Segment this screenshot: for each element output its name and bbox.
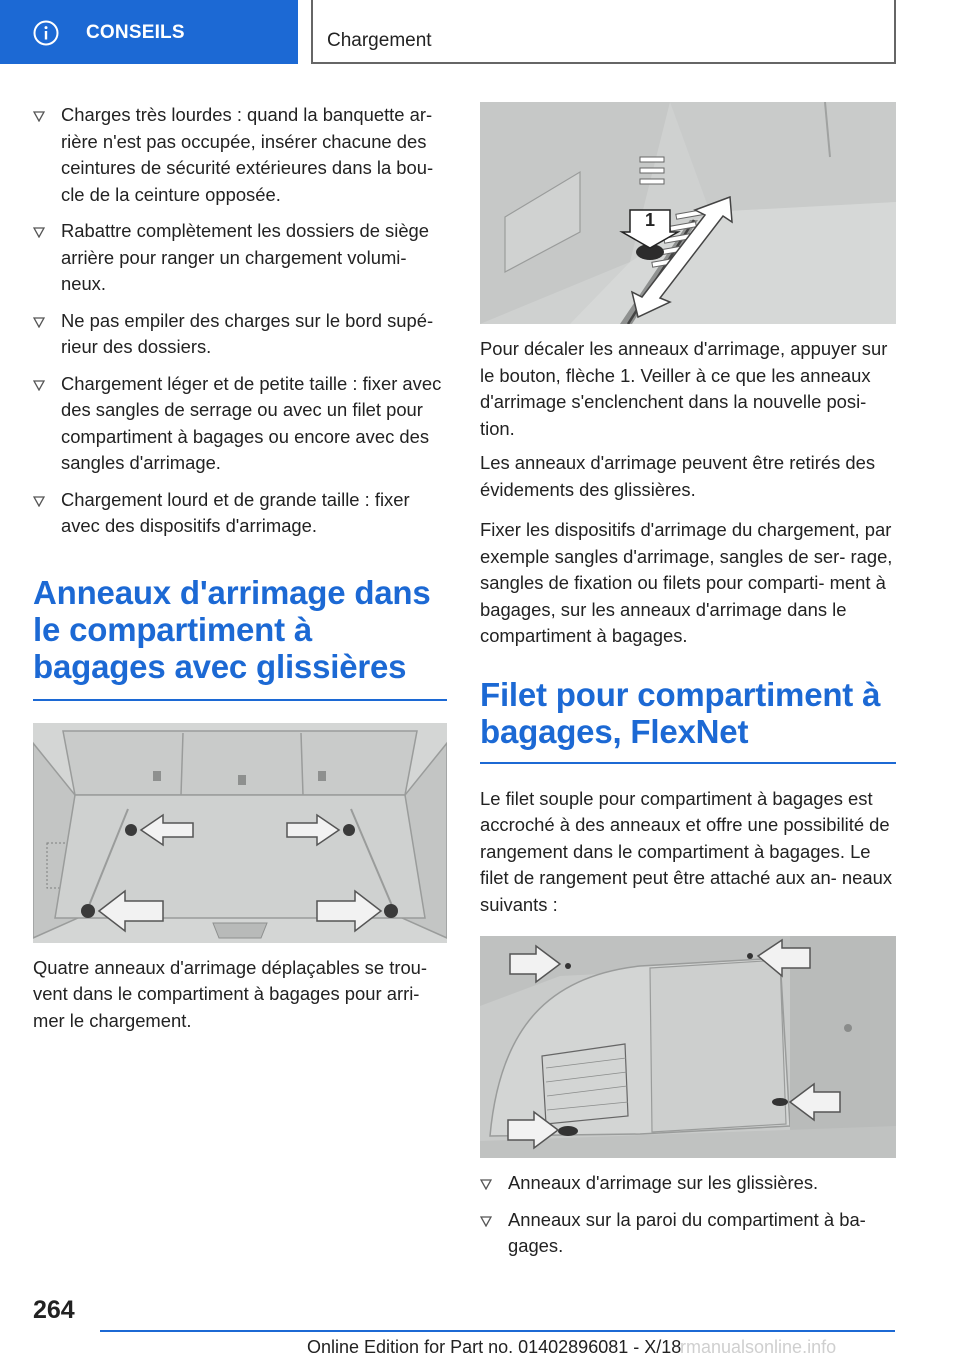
triangle-bullet-icon bbox=[480, 1216, 492, 1227]
flexnet-illustration bbox=[480, 936, 896, 1158]
paragraph-move-rings: Pour décaler les anneaux d'arrimage, appuyer sur le bouton, flèche 1. Veiller à ce que les anneaux d'arrimage s'enclenchent dans la nouvelle posi- tion. bbox=[480, 338, 888, 439]
list-item: Chargement léger et de petite taille : fixer avec des sangles de serrage ou avec un filet pour compartiment à bagages ou encore avec des sangles d'arrimage. bbox=[33, 371, 447, 477]
list-item: Ne pas empiler des charges sur le bord supé- rieur des dossiers. bbox=[33, 308, 447, 361]
list-item: Charges très lourdes : quand la banquette ar- rière n'est pas occupée, insérer chacune des ceintures de sécurité extérieures dans la bou- cle de la ceinture opposée. bbox=[33, 102, 447, 208]
section-title-tie-down: Anneaux d'arrimage dans le compartiment à bagages avec glissières bbox=[33, 573, 431, 685]
list-item: Rabattre complètement les dossiers de siège arrière pour ranger un chargement volumi- neux. bbox=[33, 218, 447, 298]
cargo-floor-illustration bbox=[33, 723, 447, 943]
page-number: 264 bbox=[33, 1296, 75, 1324]
left-column bbox=[33, 102, 447, 1034]
section-title-flexnet: Filet pour compartiment à bagages, FlexNet bbox=[480, 675, 881, 750]
triangle-bullet-icon bbox=[33, 496, 45, 507]
info-icon bbox=[33, 20, 59, 46]
list-item: Chargement lourd et de grande taille : fixer avec des dispositifs d'arrimage. bbox=[33, 487, 447, 540]
rail-ring-figure bbox=[480, 102, 896, 324]
triangle-bullet-icon bbox=[33, 111, 45, 122]
triangle-bullet-icon bbox=[33, 227, 45, 238]
triangle-bullet-icon bbox=[33, 317, 45, 328]
ring-locations-list bbox=[480, 1170, 896, 1260]
chapter-title-box bbox=[311, 0, 896, 64]
flexnet-figure bbox=[480, 936, 896, 1158]
triangle-bullet-icon bbox=[33, 380, 45, 391]
watermark: rmanualsonline.info bbox=[680, 1337, 837, 1357]
triangle-bullet-icon bbox=[480, 1179, 492, 1190]
list-item: Anneaux sur la paroi du compartiment à ba- gages. bbox=[480, 1207, 896, 1260]
section-divider bbox=[480, 762, 896, 764]
paragraph-remove-rings: Les anneaux d'arrimage peuvent être retirés des évidements des glissières. bbox=[480, 452, 876, 500]
figure-caption: Quatre anneaux d'arrimage déplaçables se trou- vent dans le compartiment à bagages pour arri- mer le chargement. bbox=[33, 956, 428, 1031]
chapter-tab[interactable] bbox=[0, 0, 298, 64]
rail-ring-illustration bbox=[480, 102, 896, 324]
paragraph-fasten-load: Fixer les dispositifs d'arrimage du chargement, par exemple sangles d'arrimage, sangles de ser- rage, sangles de fixation ou filets pour comparti- ment à bagages, sur les anneaux d'arrimage dans le compartiment à bagages. bbox=[480, 519, 893, 646]
footer-divider bbox=[100, 1330, 895, 1332]
paragraph-flexnet: Le filet souple pour compartiment à bagages est accroché à des anneaux et offre une possibilité de rangement dans le compartiment à bagages. Le filet de rangement peut être attaché aux an- neaux suivants : bbox=[480, 787, 893, 915]
cargo-area-figure bbox=[33, 723, 447, 943]
chapter-tab-label: CONSEILS bbox=[86, 22, 185, 43]
right-column bbox=[480, 102, 896, 1270]
tips-list bbox=[33, 102, 447, 540]
section-divider bbox=[33, 699, 447, 701]
chapter-title: Chargement bbox=[327, 30, 432, 51]
edition-info: Online Edition for Part no. 01402896081 - X/18 bbox=[307, 1337, 682, 1357]
callout-number: 1 bbox=[644, 210, 656, 230]
list-item: Anneaux d'arrimage sur les glissières. bbox=[480, 1170, 896, 1197]
